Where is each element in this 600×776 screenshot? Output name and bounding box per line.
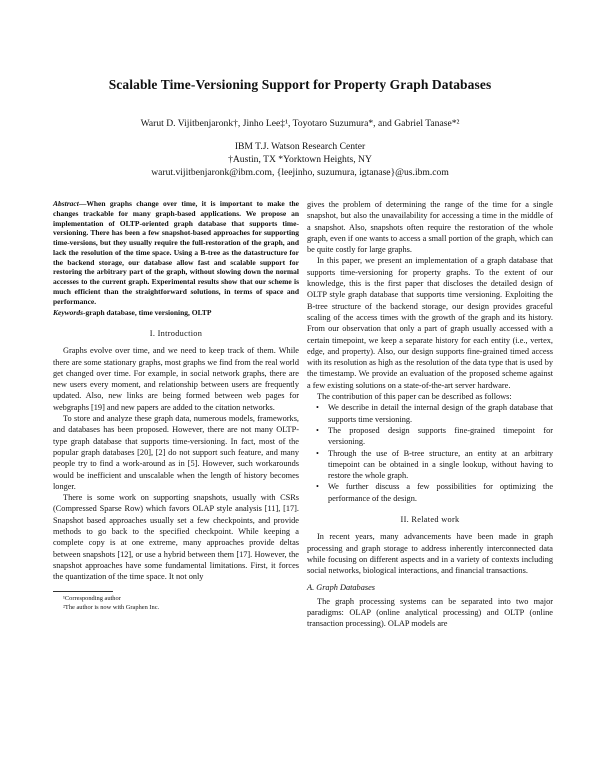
section-heading-related-work: II. Related work bbox=[400, 515, 460, 525]
list-item: • Through the use of B-tree structure, an entity at an arbitrary timepoint can be obtained in a single lookup, without having to restore the whole graph. bbox=[320, 448, 553, 482]
body-paragraph: To store and analyze these graph data, numerous models, frameworks, and databases has been proposed. However, there are not many OLTP-type graph database that supports time-versioning. In fact, most of the popular graph databases [20], [2] do not support such feature, and many people try to find a work-around as in [5]. However, such workarounds would be inefficient and unscalable when the length of history becomes longer. bbox=[53, 414, 299, 491]
keywords-text: -graph database, time versioning, OLTP bbox=[83, 308, 212, 318]
contribution-list bbox=[307, 402, 553, 504]
body-paragraph: The contribution of this paper can be described as follows: bbox=[317, 392, 512, 402]
keywords-label: Keywords bbox=[53, 308, 83, 318]
list-item: • The proposed design supports fine-grained timepoint for versioning. bbox=[320, 425, 553, 448]
list-item: • We describe in detail the internal design of the graph database that supports time versioning. bbox=[320, 402, 553, 425]
subsection-heading-graph-databases: A. Graph Databases bbox=[307, 582, 375, 592]
body-paragraph: In recent years, many advancements have been made in graph processing and graph storage to address inherently interconnected data while focusing on different aspects and in a variety of contexts including social networks, biological interactions, and financial transactions. bbox=[307, 532, 553, 576]
abstract-label: Abstract bbox=[53, 199, 79, 208]
paper-title: Scalable Time-Versioning Support for Property Graph Databases bbox=[108, 77, 492, 92]
affiliation-block bbox=[0, 140, 600, 179]
author-list: Warut D. Vijitbenjaronk†, Jinho Lee‡¹, Toyotaro Suzumura*, and Gabriel Tanase*² bbox=[140, 118, 460, 129]
body-paragraph: Graphs evolve over time, and we need to keep track of them. While there are some stationary graphs, most graphs we find from the real world get changed over time. For example, in social network graphs, there are new users every moment, and relationship between users are frequently updated. Also, new links are being formed between web pages for webgraphs [19] and new papers are added to the citation networks. bbox=[53, 346, 299, 412]
section-heading-introduction: I. Introduction bbox=[149, 329, 203, 338]
list-item: • We further discuss a few possibilities for optimizing the performance of the design. bbox=[320, 481, 553, 504]
body-paragraph: There is some work on supporting snapshots, usually with CSRs (Compressed Sparse Row) which favors OLAP style analysis [11], [17]. Snapshot based approaches usually set a few checkpoints, and provide methods to go back to the specified checkpoint. While keeping a complete copy is at one extreme, many approaches provide deltas between snapshots [12], or use a hybrid between them [17]. However, the snapshot approaches have some fundamental limitations. First, it forces the quantization of the time space. It not only bbox=[53, 493, 299, 582]
affiliation-org: IBM T.J. Watson Research Center bbox=[234, 141, 366, 152]
body-paragraph: gives the problem of determining the range of the time for a single snapshot, but also the unavailability for accessing a time in the middle of a snapshot. Also, snapshots often require the restoration of the whole graph, even if one wants to access a small portion of the graph, which can be quite costly for large graphs. bbox=[307, 200, 553, 255]
footnote-divider bbox=[53, 591, 113, 592]
affiliation-emails: warut.vijitbenjaronk@ibm.com, {leejinho, suzumura, igtanase}@us.ibm.com bbox=[151, 167, 449, 178]
keywords bbox=[53, 308, 299, 318]
abstract bbox=[53, 199, 299, 306]
right-column bbox=[307, 199, 553, 630]
abstract-text: —When graphs change over time, it is important to make the changes trackable for many graph-based applications. We propose an implementation of OLTP-oriented graph database that supports time-versioning. There has been a few snapshot-based approaches for supporting time-versions, but they usually require the full-restoration of the graph, and lack the resolution of the time space. Using a B-tree as the datastructure for the backend storage, our database allow fast and scalable support for restoring the arbitrary part of the graph, without slowing down the normal accesses to the current graph. Experimental results show that our scheme is much efficient than the straightforward solutions, in terms of space and performance. bbox=[53, 199, 299, 306]
footnote: ²The author is now with Graphen Inc. bbox=[63, 603, 160, 611]
footnote: ¹Corresponding author bbox=[63, 594, 121, 602]
affiliation-locations: †Austin, TX *Yorktown Heights, NY bbox=[228, 154, 372, 165]
left-column bbox=[53, 199, 299, 612]
body-paragraph: In this paper, we present an implementation of a graph database that supports time-versioning for property graphs. To the extent of our knowledge, this is the first paper that discloses the detailed design of OLTP style graph database that supports time versioning. Exploiting the B-tree structure of the backend storage, our design provides graceful scaling of the access times with the growth of the graph and its history. From our observation that only a part of graph usually accessed with a certain timepoint, we keep a separate history for each entity (i.e., vertex, edge, and property). Also, our design supports fine-grained timed access with its resolution as high as the resolution of the data type that is used by the timestamp. We provide an evaluation of the proposed scheme against a few existing solutions on a state-of-the-art server hardware. bbox=[307, 256, 553, 390]
body-paragraph: The graph processing systems can be separated into two major paradigms: OLAP (online analytical processing) and OLTP (online transaction processing). OLAP models are bbox=[307, 596, 553, 629]
